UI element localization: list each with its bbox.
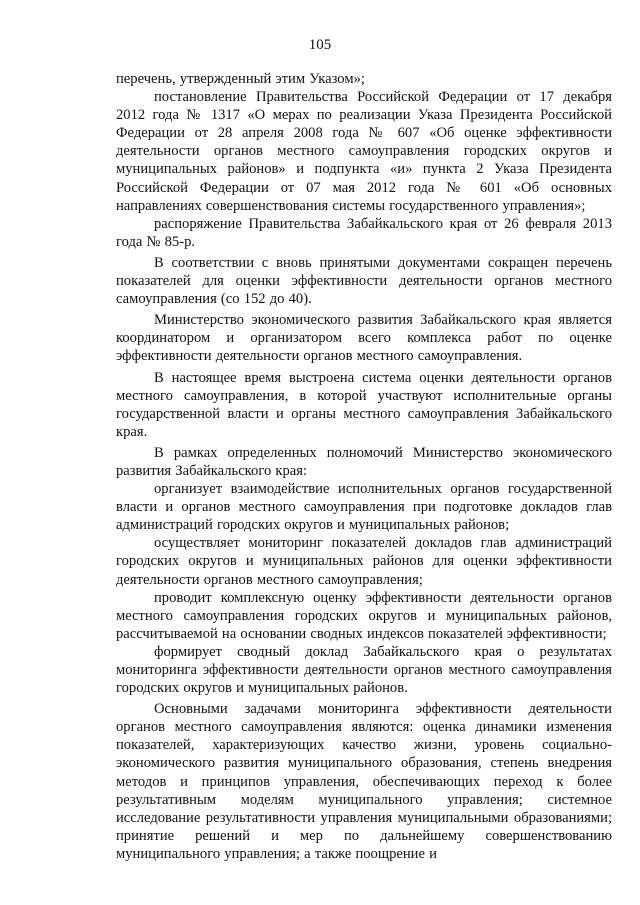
paragraph-9: осуществляет мониторинг показателей докладов глав администраций городских округов и муниципальных районов для оценки эффективности деятельности органов местного самоуправления;: [116, 535, 612, 588]
paragraph-6: В настоящее время выстроена система оценки деятельности органов местного самоуправления, в которой участвуют исполнительные органы государственной власти и органы местного самоуправления Забайкальского края.: [116, 369, 612, 440]
paragraph-2: постановление Правительства Российской Федерации от 17 декабря 2012 года № 1317 «О мерах по реализации Указа Президента Российской Федерации от 28 апреля 2008 года № 607 «Об оценке эффективности деятельности органов местного самоуправления городских округов и муниципальных районов» и подпункта «и» пункта 2 Указа Президента Российской Федерации от 07 мая 2012 года № 601 «Об основных направлениях совершенствования системы государственного управления»;: [116, 89, 612, 214]
page-number: 105: [308, 37, 332, 53]
paragraph-8: организует взаимодействие исполнительных органов государственной власти и органов местного самоуправления при подготовке докладов глав администраций городских округов и муниципальных районов;: [116, 481, 612, 534]
paragraph-12: Основными задачами мониторинга эффективности деятельности органов местного самоуправления являются: оценка динамики изменения показателей, характеризующих качество жизни, уровень социально-экономического развития муниципального образования, степень внедрения методов и принципов управления, обеспечивающих переход к более результативным моделям муниципального управления; системное исследование результативности управления муниципальными образованиями; принятие решений и мер по дальнейшему совершенствованию муниципального управления; а также поощрение и: [116, 701, 612, 862]
paragraph-1: перечень, утвержденный этим Указом»;: [116, 71, 365, 87]
paragraph-5: Министерство экономического развития Забайкальского края является координатором и организатором всего комплекса работ по оценке эффективности деятельности органов местного самоуправления.: [116, 312, 612, 365]
paragraph-3: распоряжение Правительства Забайкальского края от 26 февраля 2013 года № 85-р.: [116, 215, 612, 250]
document-body: [116, 70, 612, 863]
paragraph-7: В рамках определенных полномочий Министерство экономического развития Забайкальского края:: [116, 444, 612, 479]
paragraph-10: проводит комплексную оценку эффективности деятельности органов местного самоуправления городских округов и муниципальных районов, рассчитываемой на основании сводных индексов показателей эффективности;: [116, 589, 612, 642]
paragraph-11: формирует сводный доклад Забайкальского края о результатах мониторинга эффективности деятельности органов местного самоуправления городских округов и муниципальных районов.: [116, 643, 612, 697]
paragraph-4: В соответствии с вновь принятыми документами сокращен перечень показателей для оценки эффективности деятельности органов местного самоуправления (со 152 до 40).: [116, 254, 612, 308]
